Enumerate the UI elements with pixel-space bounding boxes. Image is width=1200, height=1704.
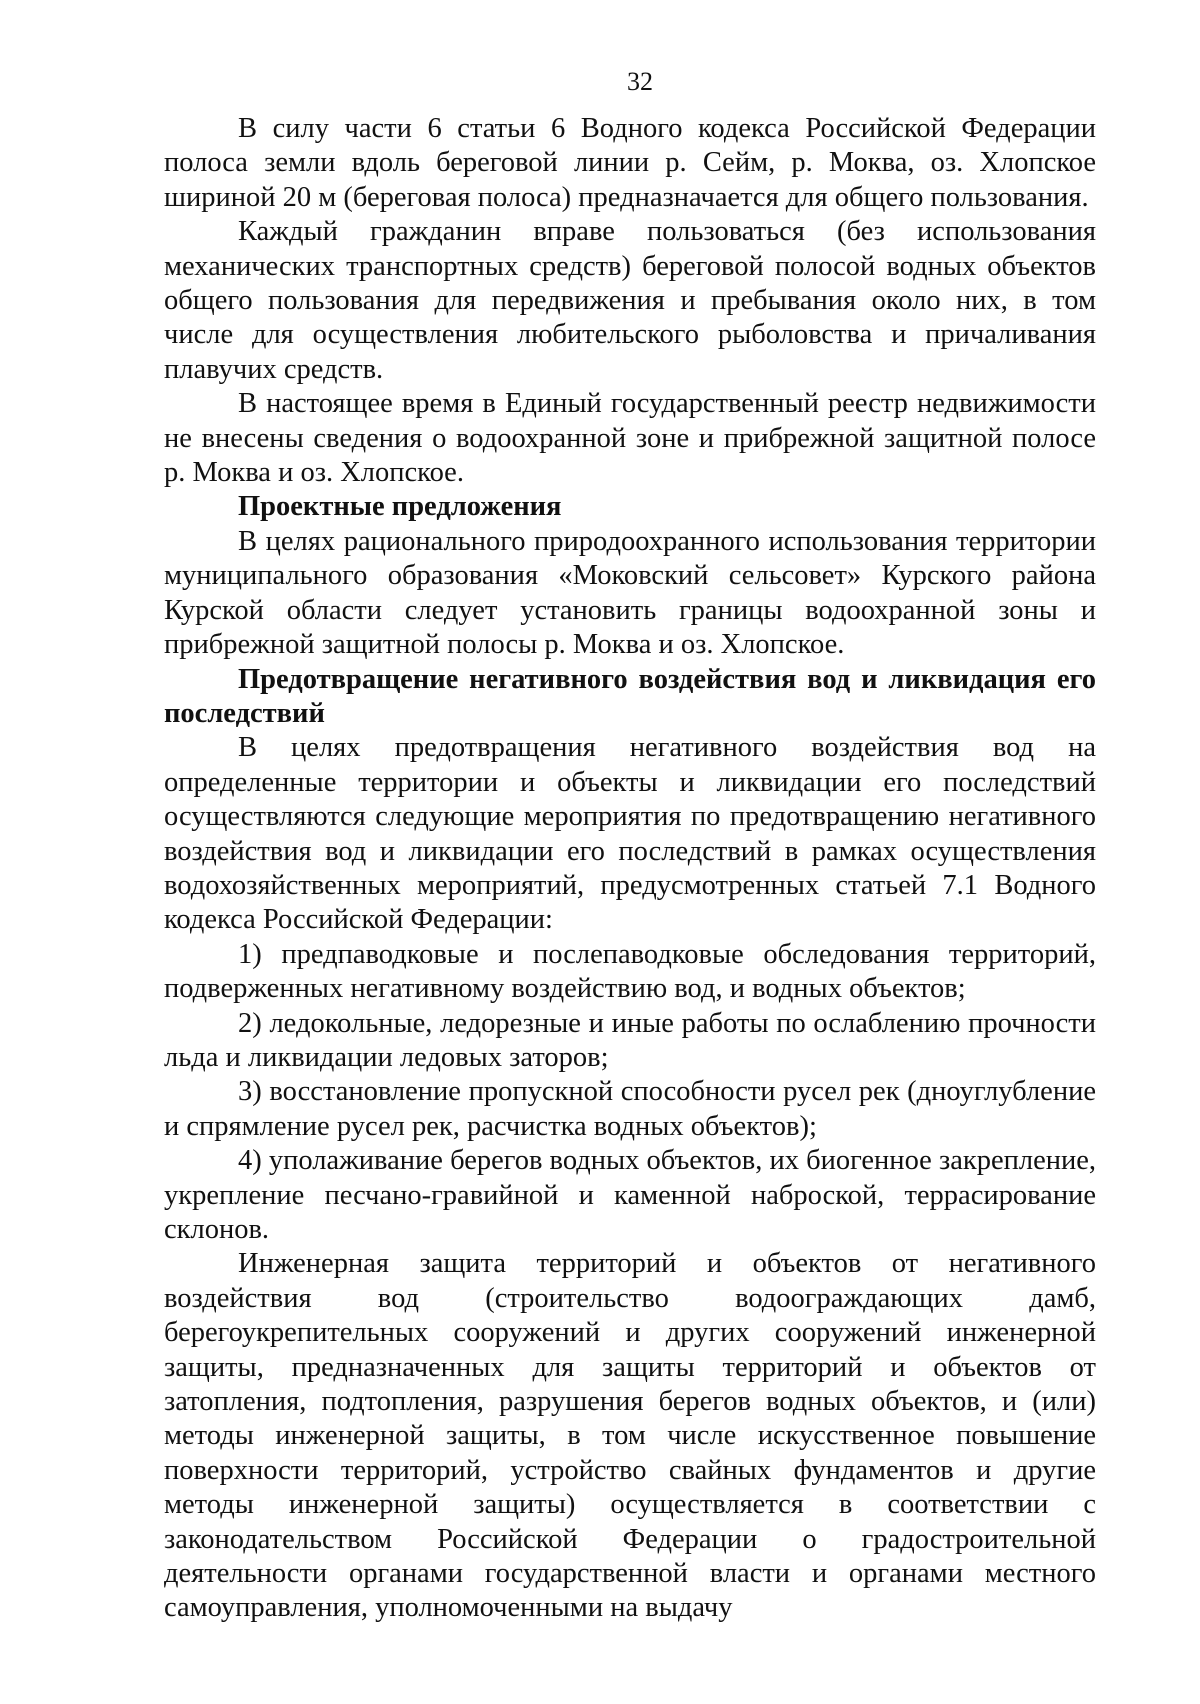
list-item: 4) уполаживание берегов водных объектов, их биогенное закрепление, укрепление песчано-гравийной и каменной наброской, террасирование склонов.: [164, 1145, 1096, 1245]
list-item: 2) ледокольные, ледорезные и иные работы по ослаблению прочности льда и ликвидации ледовых заторов;: [164, 1007, 1096, 1073]
paragraph-project-proposals: В целях рационального природоохранного использования территории муниципального образования «Моковский сельсовет» Курского района Курской области следует установить границы водоохранной зоны и прибрежной защитной полосы р. Моква и оз. Хлопское.: [164, 525, 1096, 661]
list-item: 1) предпаводковые и послепаводковые обследования территорий, подверженных негативному воздействию вод, и водных объектов;: [164, 938, 1096, 1005]
document-body: [164, 112, 1096, 1626]
paragraph-prevention: В целях предотвращения негативного воздействия вод на определенные территории и объекты и ликвидации его последствий осуществляются следующие мероприятия по предотвращению негативного воздействия вод и ликвидации его последствий в рамках осуществления водохозяйственных мероприятий, предусмотренных статьей 7.1 Водного кодекса Российской Федерации:: [164, 732, 1096, 936]
heading-prevention: Предотвращение негативного воздействия вод и ликвидация его последствий: [164, 663, 1096, 729]
paragraph-coastal-strip: В силу части 6 статьи 6 Водного кодекса Российской Федерации полоса земли вдоль береговой линии р. Сейм, р. Моква, оз. Хлопское шириной 20 м (береговая полоса) предназначается для общего пользования.: [164, 113, 1096, 213]
list-item: 3) восстановление пропускной способности русел рек (дноуглубление и спрямление русел рек, расчистка водных объектов);: [164, 1076, 1096, 1142]
paragraph-citizen-rights: Каждый гражданин вправе пользоваться (без использования механических транспортных средств) береговой полосой водных объектов общего пользования для передвижения и пребывания около них, в том числе для осуществления любительского рыболовства и причаливания плавучих средств.: [164, 216, 1096, 385]
heading-project-proposals: Проектные предложения: [238, 491, 562, 523]
paragraph-registry: В настоящее время в Единый государственный реестр недвижимости не внесены сведения о водоохранной зоне и прибрежной защитной полосе р. Моква и оз. Хлопское.: [164, 388, 1096, 489]
page-number: 32: [627, 67, 653, 96]
paragraph-engineering-protection: Инженерная защита территорий и объектов от негативного воздействия вод (строительство водоограждающих дамб, берегоукрепительных сооружений и других сооружений инженерной защиты, предназначенных для защиты территорий и объектов от затопления, подтопления, разрушения берегов водных объектов, и (или) методы инженерной защиты, в том числе искусственное повышение поверхности территорий, устройство свайных фундаментов и другие методы инженерной защиты) осуществляется в соответствии с законодательством Российской Федерации о градостроительной деятельности органами государственной власти и органами местного самоуправления, уполномоченными на выдачу: [164, 1248, 1096, 1624]
